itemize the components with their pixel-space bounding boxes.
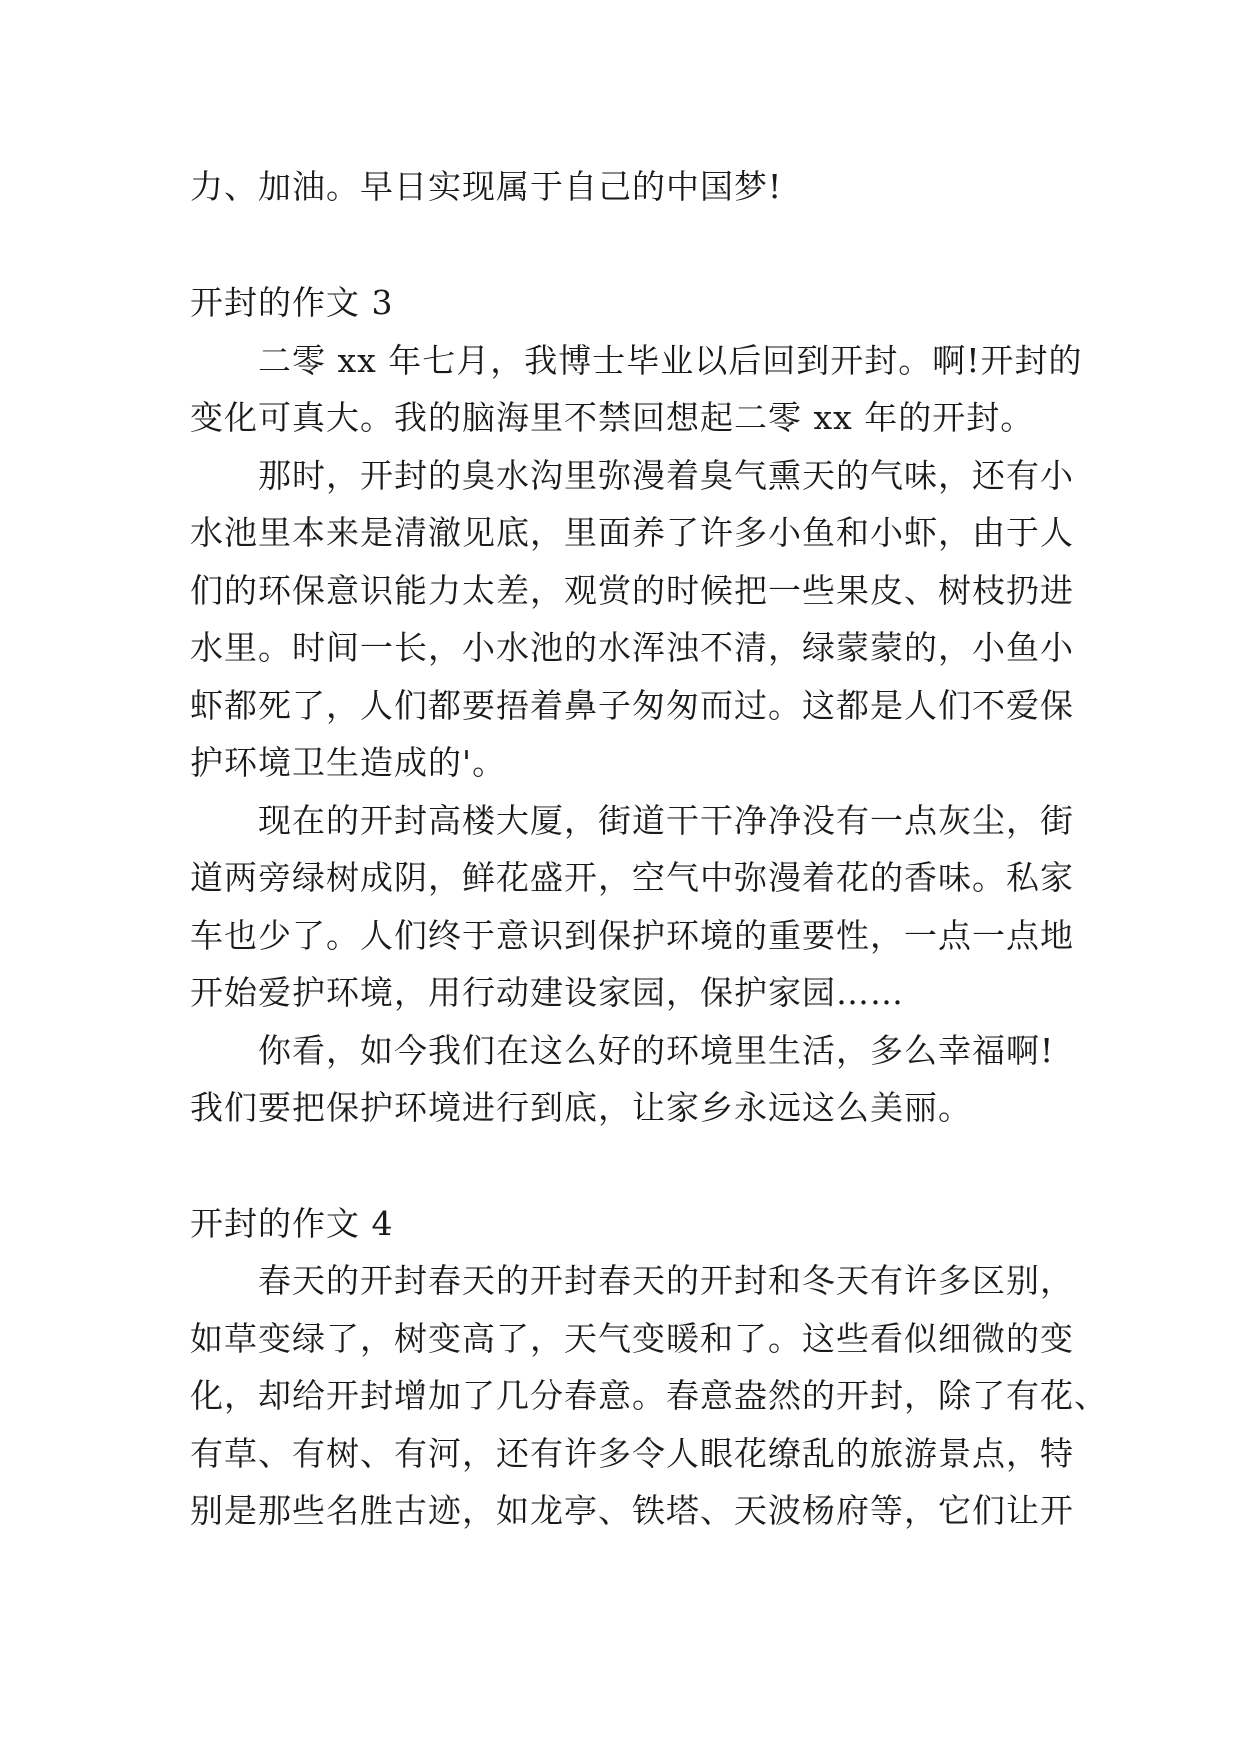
paragraph-line: 二零 xx 年七月，我博士毕业以后回到开封。啊!开封的: [258, 341, 1083, 380]
paragraph-line: 护环境卫生造成的'。: [190, 743, 507, 782]
paragraph-line: 化，却给开封增加了几分春意。春意盎然的开封，除了有花、: [190, 1376, 1108, 1415]
paragraph-line: 道两旁绿树成阴，鲜花盛开，空气中弥漫着花的香味。私家: [190, 858, 1074, 897]
paragraph-line: 如草变绿了，树变高了，天气变暖和了。这些看似细微的变: [190, 1319, 1074, 1358]
paragraph-line: 我们要把保护环境进行到底，让家乡永远这么美丽。: [190, 1088, 972, 1127]
section-heading: 开封的作文 3: [190, 283, 394, 322]
paragraph-line: 有草、有树、有河，还有许多令人眼花缭乱的旅游景点，特: [190, 1434, 1074, 1473]
paragraph-line: 水池里本来是清澈见底，里面养了许多小鱼和小虾，由于人: [190, 513, 1074, 552]
paragraph-line: 力、加油。早日实现属于自己的中国梦!: [190, 167, 783, 206]
paragraph-line: 虾都死了，人们都要捂着鼻子匆匆而过。这都是人们不爱保: [190, 686, 1074, 725]
paragraph-line: 现在的开封高楼大厦，街道干干净净没有一点灰尘，街: [258, 801, 1074, 840]
paragraph-line: 开始爱护环境，用行动建设家园，保护家园……: [190, 973, 904, 1012]
paragraph-line: 车也少了。人们终于意识到保护环境的重要性，一点一点地: [190, 916, 1074, 955]
paragraph-line: 春天的开封春天的开封春天的开封和冬天有许多区别，: [258, 1261, 1074, 1300]
paragraph-line: 们的环保意识能力太差，观赏的时候把一些果皮、树枝扔进: [190, 571, 1074, 610]
paragraph-line: 别是那些名胜古迹，如龙亭、铁塔、天波杨府等，它们让开: [190, 1491, 1074, 1530]
section-heading: 开封的作文 4: [190, 1204, 394, 1243]
paragraph-line: 那时，开封的臭水沟里弥漫着臭气熏天的气味，还有小: [258, 456, 1074, 495]
paragraph-line: 水里。时间一长，小水池的水浑浊不清，绿蒙蒙的，小鱼小: [190, 628, 1074, 667]
paragraph-line: 变化可真大。我的脑海里不禁回想起二零 xx 年的开封。: [190, 398, 1035, 437]
paragraph-line: 你看，如今我们在这么好的环境里生活，多么幸福啊!: [258, 1031, 1055, 1070]
